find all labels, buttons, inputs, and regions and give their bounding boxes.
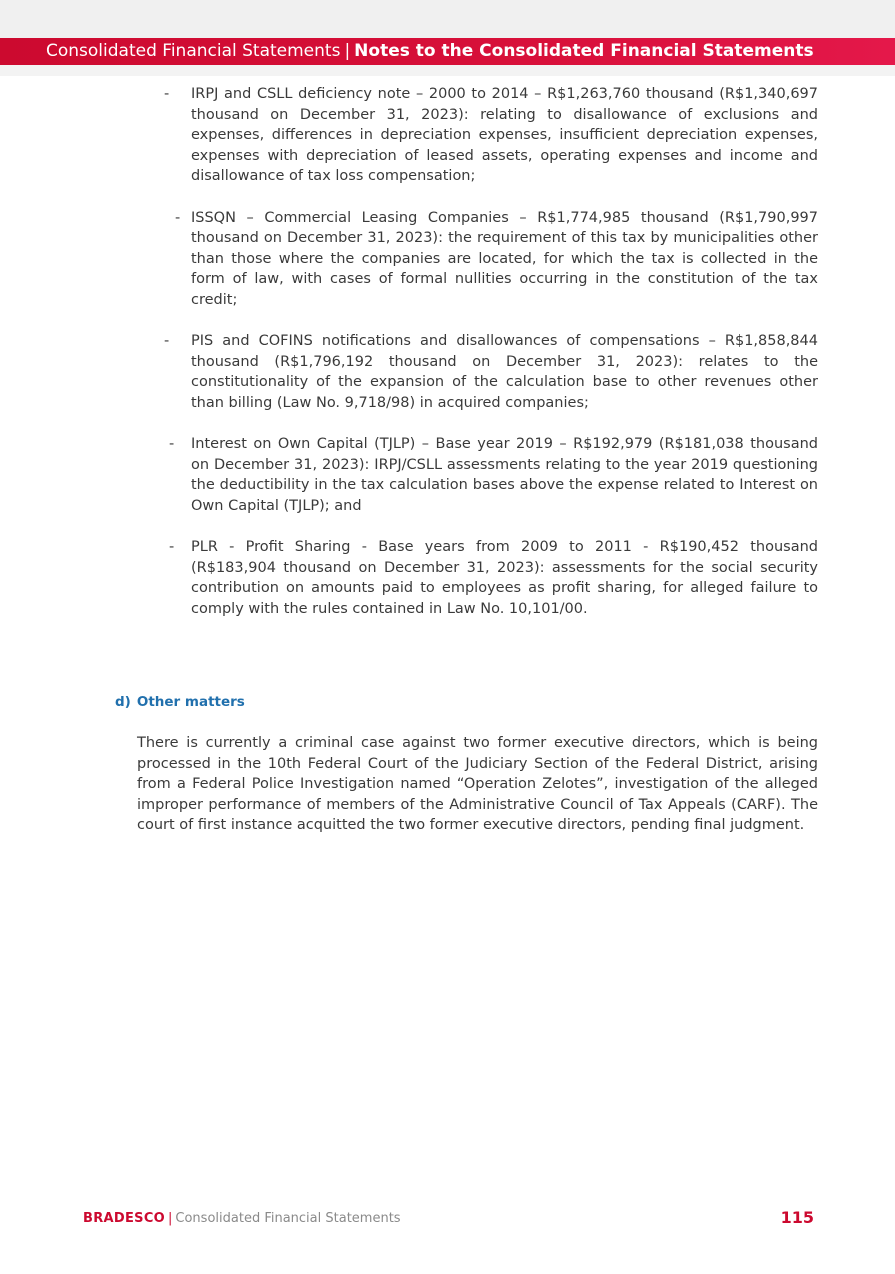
bullet-text: PLR - Profit Sharing - Base years from 2009 to 2011 - R$190,452 thousand (R$183,904 thousand on December 31, 2023): assessments for the social security contribution on amounts paid to employees as profit sharing, for alleged failure to comply with the rules contained in Law No. 10,101/00. [191,539,818,617]
header-under-strip [0,65,895,76]
footer [83,1211,401,1226]
bullet-item [0,84,895,187]
bullet-dash: - [164,333,170,349]
page-number: 115 [780,1208,814,1227]
section-letter: d) [115,694,131,710]
section-body: There is currently a criminal case against two former executive directors, which is being processed in the 10th Federal Court of the Judiciary Section of the Federal District, arising from a Federal Police Investigation named “Operation Zelotes”, investigation of the alleged improper performance of members of the Administrative Council of Tax Appeals (CARF). The court of first instance acquitted the two former executive directors, pending final judgment. [137,735,818,833]
top-strip [0,0,895,38]
header-separator: | [344,41,351,61]
footer-separator: | [168,1211,173,1226]
footer-brand: BRADESCO [83,1211,166,1226]
section-heading [115,694,245,710]
bullet-text: IRPJ and CSLL deficiency note – 2000 to 2014 – R$1,263,760 thousand (R$1,340,697 thousand on December 31, 2023): relating to disallowance of exclusions and expenses, differences in depreciation expenses, insufficient depreciation expenses, expenses with depreciation of leased assets, operating expenses and income and disallowance of tax loss compensation; [191,86,818,184]
bullet-item [0,434,895,516]
bullet-list [0,84,895,640]
bullet-item [0,331,895,413]
bullet-item [0,208,895,311]
bullet-text: PIS and COFINS notifications and disallowances of compensations – R$1,858,844 thousand (R$1,796,192 thousand on December 31, 2023): relates to the constitutionality of the expansion of the calculation base to other revenues other than billing (Law No. 9,718/98) in acquired companies; [191,333,818,411]
header-bar [0,38,895,65]
header-section: Consolidated Financial Statements [46,41,341,61]
section-title: Other matters [136,694,245,710]
bullet-text: Interest on Own Capital (TJLP) – Base year 2019 – R$192,979 (R$181,038 thousand on December 31, 2023): IRPJ/CSLL assessments relating to the year 2019 questioning the deductibility in the tax calculation bases above the expense related to Interest on Own Capital (TJLP); and [191,436,818,514]
bullet-dash: - [169,539,175,555]
bullet-dash: - [169,436,175,452]
bullet-item [0,537,895,619]
bullet-dash: - [164,86,170,102]
footer-text: Consolidated Financial Statements [175,1211,401,1226]
header-title: Notes to the Consolidated Financial Statements [354,41,814,61]
bullet-text: ISSQN – Commercial Leasing Companies – R$1,774,985 thousand (R$1,790,997 thousand on December 31, 2023): the requirement of this tax by municipalities other than those where the companies are located, for which the tax is collected in the form of law, with cases of formal nullities occurring in the constitution of the tax credit; [191,209,818,308]
bullet-dash: - [175,209,181,226]
